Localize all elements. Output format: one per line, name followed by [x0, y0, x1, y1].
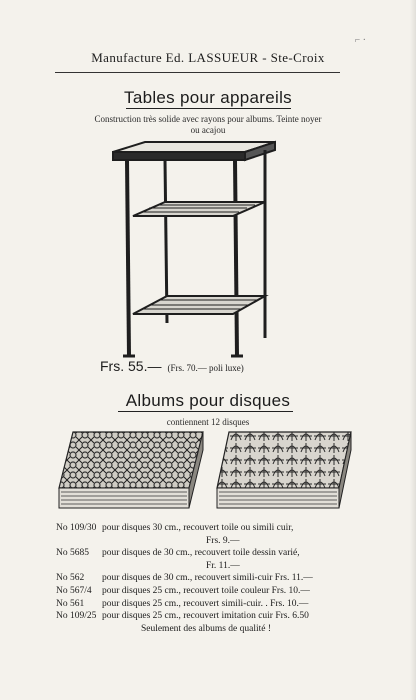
list-item [56, 547, 356, 560]
item-price: Frs. 9.— [206, 535, 240, 546]
tables-description: Construction très solide avec rayons pour albums. Teinte noyer [94, 114, 322, 124]
list-item [56, 522, 356, 535]
item-desc: pour disques 25 cm., recouvert imitation cuir Frs. 6.50 [102, 611, 309, 622]
item-price: Fr. 11.— [206, 560, 240, 571]
item-ref: No 109/30 [56, 523, 97, 533]
table-price-note: (Frs. 70.— poli luxe) [167, 363, 244, 373]
item-desc: pour disques 25 cm., recouvert simili-cuir. . Frs. 10.— [102, 598, 309, 609]
list-item [56, 572, 356, 585]
tables-heading-underline [126, 108, 291, 109]
item-ref: No 567/4 [56, 585, 92, 596]
item-desc: pour disques 25 cm., recouvert toile couleur Frs. 10.— [102, 585, 310, 596]
header-divider [55, 72, 340, 73]
list-item [56, 585, 356, 598]
item-desc: pour disques de 30 cm., recouvert toile dessin varié, [102, 548, 300, 559]
table-illustration [105, 138, 285, 360]
albums-subheading: contiennent 12 disques [166, 417, 250, 427]
item-desc: pour disques 30 cm., recouvert toile ou simili cuir, [102, 523, 294, 533]
item-desc: pour disques de 30 cm., recouvert simili-cuir Frs. 11.— [102, 573, 313, 584]
item-ref: No 5685 [56, 548, 89, 559]
table-price [100, 358, 244, 374]
item-ref: No 561 [56, 598, 85, 609]
page-header: Manufacture Ed. LASSUEUR - Ste-Croix [91, 50, 325, 65]
album-illustration-left [55, 430, 205, 512]
albums-heading: Albums pour disques [125, 391, 291, 410]
tables-heading: Tables pour appareils [124, 88, 292, 107]
album-illustration-right [215, 430, 355, 512]
albums-footer: Seulement des albums de qualité ! [140, 623, 272, 634]
table-price-value: Frs. 55.— [100, 358, 162, 374]
tables-description-2: ou acajou [190, 125, 226, 135]
albums-heading-underline [118, 411, 293, 412]
albums-price-list [56, 522, 356, 635]
item-ref: No 562 [56, 573, 85, 584]
list-item [56, 610, 356, 623]
item-ref: No 109/25 [56, 611, 97, 622]
list-item [56, 598, 356, 611]
pencil-mark: ⌐ · [354, 35, 366, 46]
